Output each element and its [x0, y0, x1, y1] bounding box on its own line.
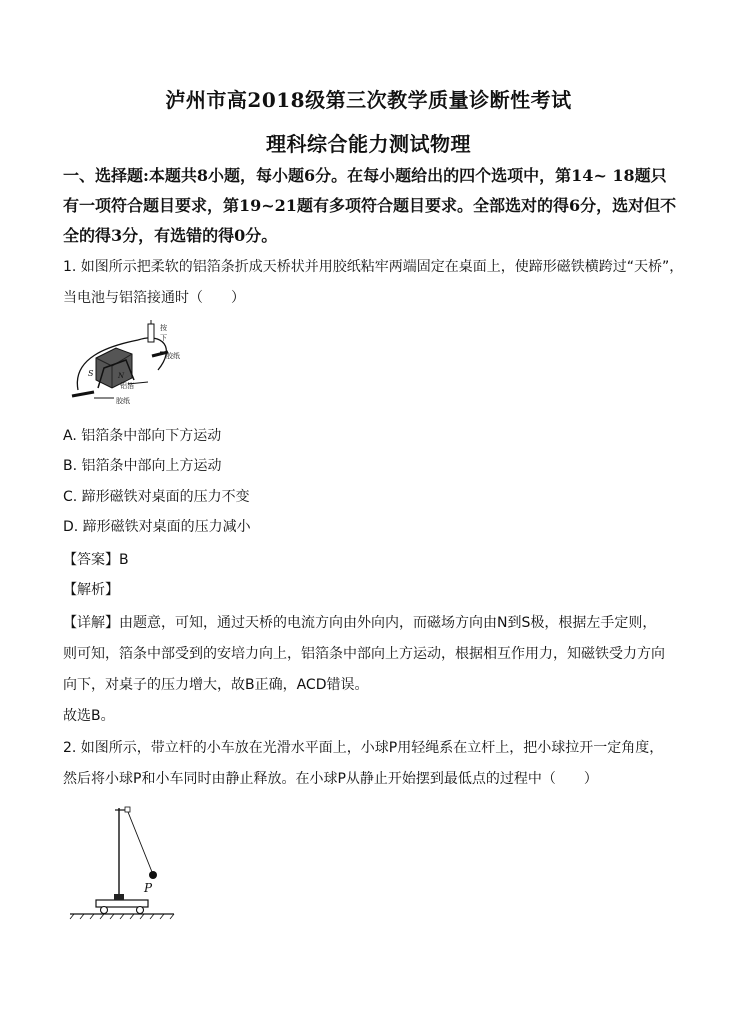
q1-detail-line-2: 则可知，箔条中部受到的安培力向上，铝箔条中部向上方运动，根据相互作用力，知磁铁受力方向	[63, 646, 665, 662]
q1-figure-label-foil: 铝箔	[120, 382, 134, 390]
q1-figure-label-press: 按	[160, 324, 167, 332]
q2-stem-line-1: 2. 如图所示，带立杆的小车放在光滑水平面上，小球P用轻绳系在立杆上，把小球拉开一定角度，	[63, 740, 664, 756]
section-instructions-line-2: 有一项符合题目要求，第19~21题有多项符合题目要求。全部选对的得6分，选对但不	[63, 196, 677, 215]
q1-option-b: B. 铝箔条中部向上方运动	[63, 458, 222, 474]
exam-title: 泸州市高2018级第三次教学质量诊断性考试	[165, 88, 572, 112]
q1-figure-label-s: S	[88, 369, 94, 378]
q1-figure-label-down: 下	[160, 334, 167, 342]
q1-option-a: A. 铝箔条中部向下方运动	[63, 428, 222, 444]
q1-conclusion: 故选B。	[63, 708, 115, 724]
q1-figure-label-tape-top: 胶纸	[166, 352, 180, 360]
q1-option-d: D. 蹄形磁铁对桌面的压力减小	[63, 519, 251, 535]
q1-stem-line-1: 1. 如图所示把柔软的铝箔条折成天桥状并用胶纸粘牢两端固定在桌面上，使蹄形磁铁横跨过“天桥”，	[63, 259, 684, 275]
q1-figure-label-n: N	[118, 372, 125, 380]
q1-option-c: C. 蹄形磁铁对桌面的压力不变	[63, 489, 250, 505]
q2-stem-line-2: 然后将小球P和小车同时由静止释放。在小球P从静止开始摆到最低点的过程中（ ）	[63, 771, 598, 787]
q1-figure-foil-bridge	[68, 318, 208, 418]
q1-detail-line-1: 【详解】由题意，可知，通过天桥的电流方向由外向内，而磁场方向由N到S极，根据左手定则，	[63, 615, 657, 631]
q1-figure-label-tape-bottom: 胶纸	[116, 397, 130, 405]
q2-figure-cart-pendulum	[68, 802, 178, 922]
exam-subtitle: 理科综合能力测试物理	[266, 132, 471, 156]
q1-answer: 【答案】B	[63, 552, 129, 568]
q1-analysis-heading: 【解析】	[63, 582, 119, 598]
section-instructions-line-1: 一、选择题:本题共8小题，每小题6分。在每小题给出的四个选项中，第14~ 18题只	[63, 166, 667, 185]
q2-figure-label-p: P	[144, 881, 153, 895]
section-instructions-line-3: 全的得3分，有选错的得0分。	[63, 226, 278, 245]
q1-detail-line-3: 向下，对桌子的压力增大，故B正确，ACD错误。	[63, 677, 369, 693]
q1-stem-line-2: 当电池与铝箔接通时（ ）	[63, 290, 245, 306]
